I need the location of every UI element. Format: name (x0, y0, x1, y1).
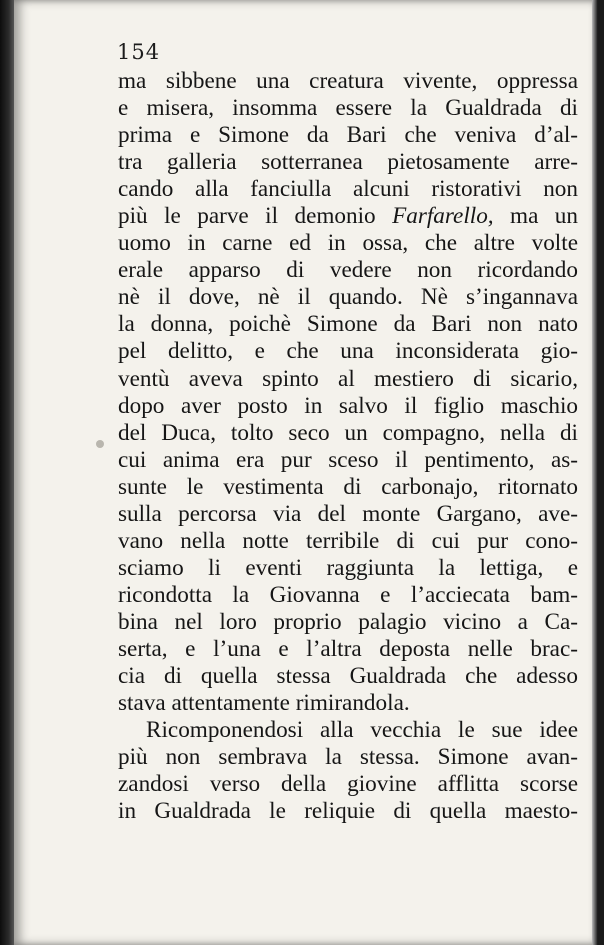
text-line: ventù aveva spinto al mestiero di sicario, (118, 365, 578, 392)
text-line: dopo aver posto in salvo il figlio maschio (118, 392, 578, 419)
page-number: 154 (117, 40, 161, 64)
text-line: tra galleria sotterranea pietosamente arre- (118, 149, 578, 176)
text-line-mixed (118, 203, 578, 230)
book-spine-shadow (0, 0, 14, 945)
text-line: più non sembrava la stessa. Simone avan- (118, 744, 578, 771)
text-line: erale apparso di vedere non ricordando (118, 257, 578, 284)
text-line: vano nella notte terribile di cui pur cono- (118, 527, 578, 554)
text-line: nè il dove, nè il quando. Nè s’ingannava (118, 284, 578, 311)
text-line: bina nel loro proprio palagio vicino a Ca- (118, 608, 578, 635)
text-segment: più le parve il demonio (118, 203, 393, 230)
text-line: del Duca, tolto seco un compagno, nella di (118, 419, 578, 446)
text-segment: ma un (493, 203, 578, 230)
text-line: cui anima era pur sceso il pentimento, as- (118, 446, 578, 473)
text-line: sunte le vestimenta di carbonajo, ritornato (118, 473, 578, 500)
text-line: ricondotta la Giovanna e l’acciecata bam- (118, 581, 578, 608)
text-line: la donna, poichè Simone da Bari non nato (118, 311, 578, 338)
italic-name-farfarello: Farfarello, (392, 203, 494, 230)
text-line-paragraph-start: Ricomponendosi alla vecchia le sue idee (146, 717, 578, 744)
text-line: ma sibbene una creatura vivente, oppressa (118, 68, 578, 94)
text-line: zandosi verso della giovine afflitta scorse (118, 771, 578, 798)
text-line: cia di quella stessa Gualdrada che adesso (118, 663, 578, 690)
text-line: sciamo li eventi raggiunta la lettiga, e (118, 554, 578, 581)
page-edge-shadow (592, 0, 598, 945)
text-line: in Gualdrada le reliquie di quella maesto- (118, 798, 578, 825)
text-line: stava attentamente rimirandola. (118, 690, 410, 717)
text-line: uomo in carne ed in ossa, che altre volte (118, 230, 578, 257)
text-line: prima e Simone da Bari che veniva d’al- (118, 122, 578, 149)
text-line: serta, e l’una e l’altra deposta nelle brac- (118, 635, 578, 662)
text-line: sulla percorsa via del monte Gargano, ave- (118, 500, 578, 527)
text-line: pel delitto, e che una inconsiderata gio- (118, 338, 578, 365)
text-line: e misera, insomma essere la Gualdrada di (118, 95, 578, 122)
page-text (118, 68, 578, 825)
text-line: cando alla fanciulla alcuni ristorativi non (118, 176, 578, 203)
page-speck (96, 440, 104, 448)
book-page (14, 0, 598, 945)
